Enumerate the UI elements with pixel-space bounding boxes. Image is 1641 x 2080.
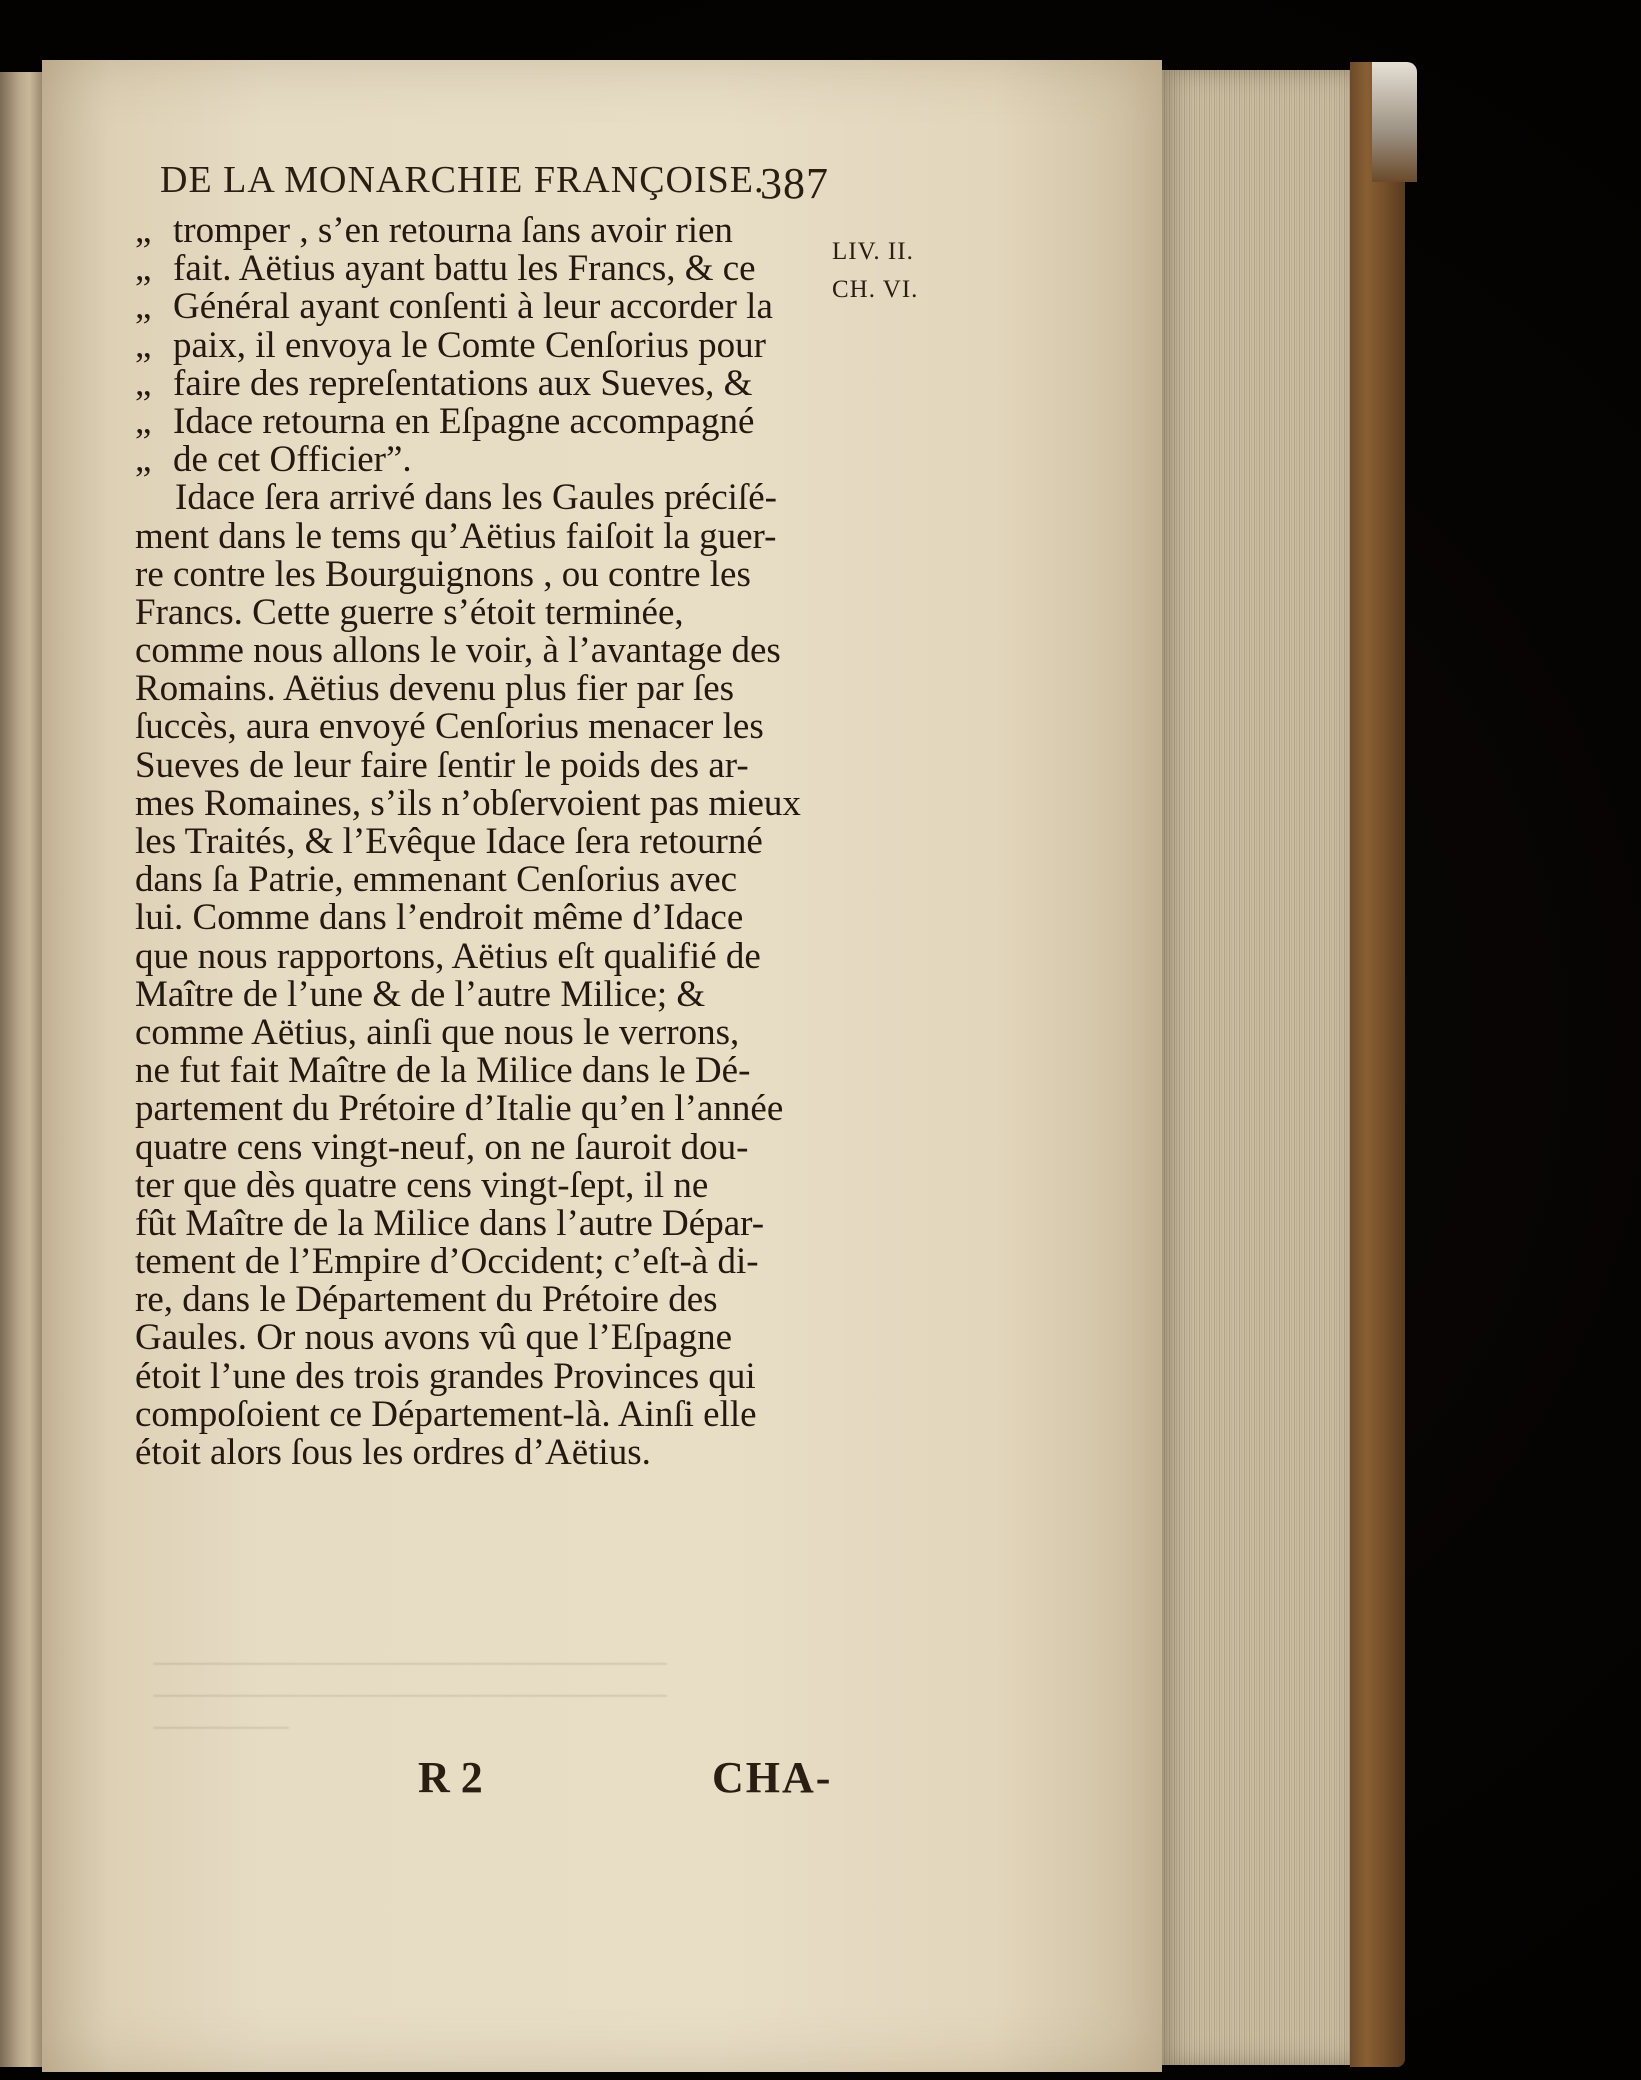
book-cover-corner	[1372, 62, 1417, 182]
line-text: ment dans le tems qu’Aëtius faiſoit la guer-	[135, 515, 777, 557]
quotation-mark: „	[135, 210, 152, 251]
text-line	[135, 1164, 855, 1206]
line-text: Francs. Cette guerre s’étoit terminée,	[135, 591, 684, 633]
text-line	[135, 1202, 855, 1244]
line-text: tromper , s’en retourna ſans avoir rien	[173, 210, 733, 251]
line-text: ſuccès, aura envoyé Cenſorius menacer les	[135, 706, 764, 748]
text-line	[135, 441, 855, 479]
body-text	[135, 212, 855, 1472]
text-line	[135, 1281, 855, 1319]
text-line	[135, 708, 855, 746]
text-line	[135, 1434, 855, 1472]
line-text: re, dans le Département du Prétoire des	[135, 1279, 718, 1321]
running-head-title: DE LA MONARCHIE FRANÇOISE.	[160, 159, 765, 201]
line-text: fût Maître de la Milice dans l’autre Dépar-	[135, 1202, 765, 1244]
text-line	[135, 1090, 855, 1128]
signature-mark: R 2	[418, 1753, 483, 1802]
text-line	[135, 632, 855, 670]
quotation-mark: „	[135, 324, 152, 366]
text-line	[135, 899, 855, 937]
text-line	[135, 1126, 855, 1168]
line-text: ne fut fait Maître de la Milice dans le Dé-	[135, 1050, 751, 1092]
margin-note-chapter: CH. VI.	[832, 276, 919, 303]
line-text: comme Aëtius, ainſi que nous le verrons,	[135, 1011, 740, 1053]
text-line	[135, 1052, 855, 1090]
line-text: Général ayant conſenti à leur accorder la	[173, 286, 773, 328]
text-line	[135, 973, 855, 1015]
text-line	[135, 553, 855, 595]
line-text: Gaules. Or nous avons vû que l’Eſpagne	[135, 1317, 733, 1359]
line-text: mes Romaines, s’ils n’obſervoient pas mieux	[135, 782, 801, 824]
line-text: dans ſa Patrie, emmenant Cenſorius avec	[135, 859, 738, 901]
text-line	[135, 861, 855, 899]
line-text: les Traités, & l’Evêque Idace ſera retourné	[135, 821, 763, 862]
quotation-mark: „	[135, 286, 152, 328]
text-line	[135, 212, 855, 250]
line-text: de cet Officier”.	[173, 439, 412, 481]
line-text: étoit alors ſous les ordres d’Aëtius.	[135, 1432, 651, 1473]
line-text: ter que dès quatre cens vingt-ſept, il ne	[135, 1164, 709, 1206]
quotation-mark: „	[135, 439, 152, 481]
line-text: Maître de l’une & de l’autre Milice; &	[135, 973, 706, 1015]
line-text: Idace ſera arrivé dans les Gaules préciſé-	[175, 477, 777, 519]
quotation-mark: „	[135, 362, 152, 404]
line-text: fait. Aëtius ayant battu les Francs, & ce	[173, 248, 756, 290]
margin-note-book: LIV. II.	[832, 238, 914, 265]
line-text: Idace retourna en Eſpagne accompagné	[173, 400, 755, 442]
text-line	[135, 744, 855, 786]
quotation-mark: „	[135, 400, 152, 442]
show-through-footnote: ——————————————————— ——————————————————— —————	[153, 1646, 667, 1740]
line-text: tement de l’Empire d’Occident; c’eſt-à di-	[135, 1241, 759, 1283]
text-line	[135, 1243, 855, 1281]
line-text: faire des repreſentations aux Sueves, &	[173, 362, 753, 404]
text-line	[135, 1393, 855, 1435]
text-line	[135, 250, 855, 288]
line-text: re contre les Bourguignons , ou contre les	[135, 553, 751, 595]
text-line	[135, 591, 855, 633]
line-text: compoſoient ce Département-là. Ainſi elle	[135, 1393, 757, 1435]
page-number: 387	[760, 159, 829, 208]
text-line	[135, 479, 855, 517]
line-text: Sueves de leur faire ſentir le poids des ar-	[135, 744, 749, 786]
text-line	[135, 670, 855, 708]
line-text: étoit l’une des trois grandes Provinces qui	[135, 1355, 756, 1397]
book-cover-edge	[1350, 62, 1405, 2067]
text-line	[135, 288, 855, 326]
text-line	[135, 515, 855, 557]
line-text: quatre cens vingt-neuf, on ne ſauroit dou-	[135, 1126, 749, 1168]
catchword: CHA-	[712, 1753, 833, 1802]
text-line	[135, 782, 855, 824]
line-text: Romains. Aëtius devenu plus fier par ſes	[135, 668, 735, 710]
text-line	[135, 823, 855, 861]
text-line	[135, 1355, 855, 1397]
running-head	[160, 158, 829, 208]
line-text: lui. Comme dans l’endroit même d’Idace	[135, 897, 744, 939]
line-text: partement du Prétoire d’Italie qu’en l’année	[135, 1088, 784, 1130]
text-line	[135, 324, 855, 366]
text-line	[135, 935, 855, 977]
facing-page-edge	[0, 72, 44, 2067]
book-fore-edge	[1160, 70, 1350, 2065]
line-text: que nous rapportons, Aëtius eſt qualifié de	[135, 935, 761, 977]
text-line	[135, 1011, 855, 1053]
text-line	[135, 1319, 855, 1357]
line-text: comme nous allons le voir, à l’avantage des	[135, 630, 781, 672]
text-line	[135, 362, 855, 404]
quotation-mark: „	[135, 248, 152, 290]
text-line	[135, 400, 855, 442]
line-text: paix, il envoya le Comte Cenſorius pour	[173, 324, 766, 366]
